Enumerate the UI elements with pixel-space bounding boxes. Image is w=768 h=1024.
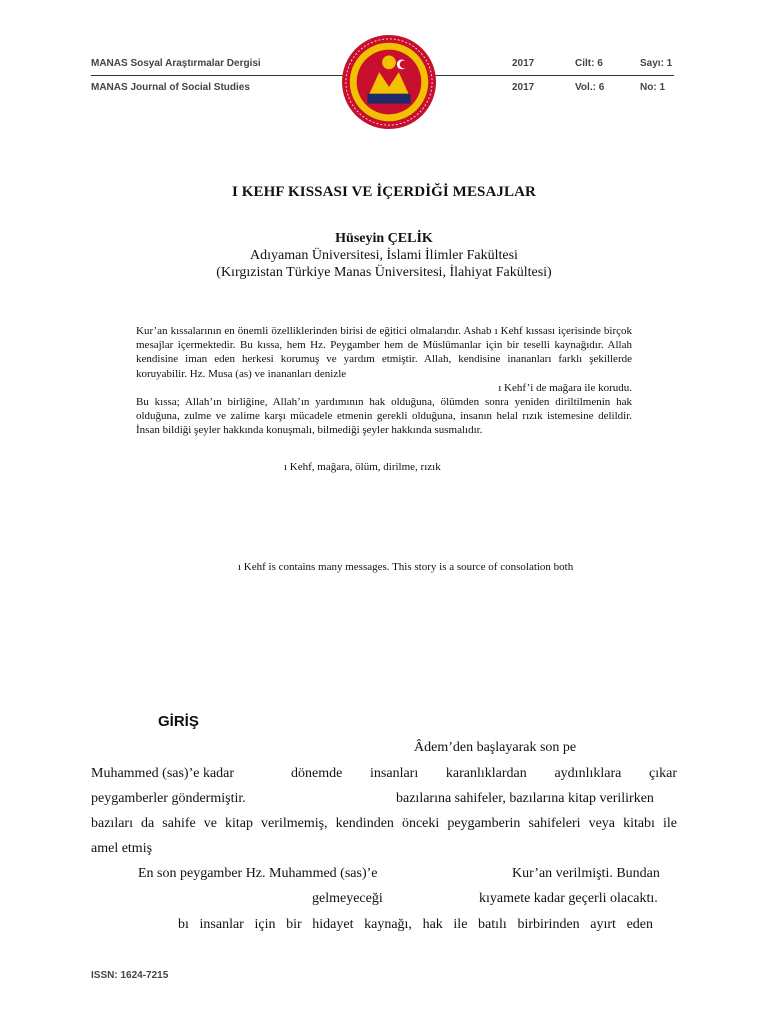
body-line: Kur’an verilmişti. Bundan [512,866,660,881]
issn-footer: ISSN: 1624-7215 [91,970,169,981]
article-title: I KEHF KISSASI VE İÇERDİĞİ MESAJLAR [232,184,536,200]
body-line: dönemde insanları karanlıklardan aydınlıklara çıkar [291,766,677,781]
seal-sun [382,56,396,70]
abstract-paragraph-1-end: ı Kehf’i de mağara ile korudu. [498,381,632,394]
section-heading-giris: GİRİŞ [158,713,199,730]
abstract-paragraph-1: Kur’an kıssalarının en önemli özelliklerinden birisi de eğitici olmalarıdır. Ashab ı Kehf kıssası içerisinde birçok mesajlar içermektedir. Bu kıssa, hem Hz. Peygamber hem de Müslümanlar için bir teselli kaynağıdır. Allah kendisine iman eden herkesi korumuş ve yardım etmiştir. Allah, kendisine inananları farklı şekillerde koruyabilir. Hz. Musa (as) ve inananları denizle [136,325,632,380]
body-line: bazılarına sahifeler, bazılarına kitap verilirken [396,791,654,806]
author-affiliation-1: Adıyaman Üniversitesi, İslami İlimler Fakültesi [250,248,518,263]
author-name: Hüseyin ÇELİK [335,231,433,246]
body-line: kıyamete kadar geçerli olacaktı. [479,891,658,906]
seal-crescent-inner [400,60,408,68]
body-line: amel etmiş [91,841,153,856]
year-tr: 2017 [512,58,535,69]
year-en: 2017 [512,82,535,93]
body-line: gelmeyeceği [312,891,383,906]
volume-en: Vol.: 6 [575,82,605,93]
header-rule-right [432,75,674,76]
issue-tr: Sayı: 1 [640,58,673,69]
issue-en: No: 1 [640,82,665,93]
body-line: peygamberler göndermiştir. [91,791,246,806]
author-block [0,230,768,281]
seal-base-band [367,94,410,104]
abstract-paragraph-2: Bu kıssa; Allah’ın birliğine, Allah’ın yardımının hak olduğuna, ölümden sonra yeniden diriltilmenin hak olduğuna, zulme ve zalime karşı mücadele etmenin gerekli olduğuna, insanın helal rızık istemesine delildir. İnsan bildiği şeyler hakkında konuşmalı, bilmediği şeyler hakkında susmalıdır. [136,396,632,437]
journal-title-tr: MANAS Sosyal Araştırmalar Dergisi [91,58,261,69]
volume-tr: Cilt: 6 [575,58,603,69]
header-rule-left [91,75,346,76]
body-line: Âdem’den başlayarak son pe [414,740,577,755]
journal-title-en: MANAS Journal of Social Studies [91,82,250,93]
body-line: Muhammed (sas)’e kadar [91,766,235,781]
journal-seal-logo [340,33,438,131]
body-line: bı insanlar için bir hidayet kaynağı, hak ile batılı birbirinden ayırt eden [178,917,653,932]
abstract-tr [136,324,632,438]
keywords-tr: ı Kehf, mağara, ölüm, dirilme, rızık [284,461,441,473]
body-line: bazıları da sahife ve kitap verilmemiş, kendinden önceki peygamberin sahifeleri veya kitabı ile [91,816,677,831]
author-affiliation-2: (Kırgızistan Türkiye Manas Üniversitesi, İlahiyat Fakültesi) [216,265,552,280]
body-line: En son peygamber Hz. Muhammed (sas)’e [138,866,378,881]
abstract-en: ı Kehf is contains many messages. This story is a source of consolation both [238,561,574,573]
